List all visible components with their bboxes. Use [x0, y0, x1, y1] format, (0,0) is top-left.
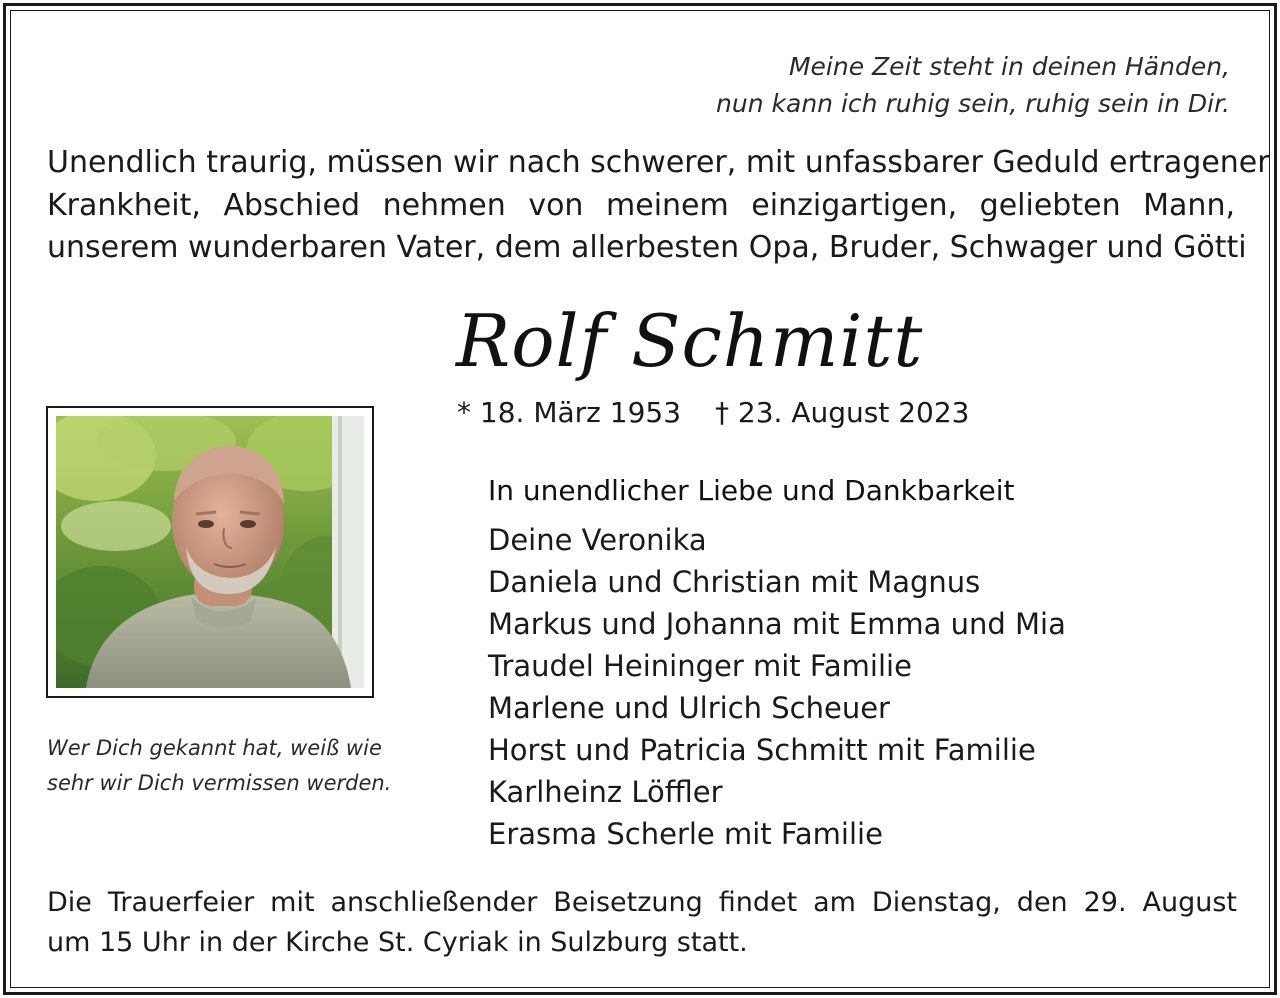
death-date: † 23. August 2023	[715, 396, 970, 429]
family-heading: In unendlicher Liebe und Dankbarkeit	[488, 474, 1015, 507]
photo-caption	[47, 731, 391, 801]
family-member: Horst und Patricia Schmitt mit Familie	[488, 733, 1036, 767]
family-member: Markus und Johanna mit Emma und Mia	[488, 607, 1066, 641]
caption-line: Wer Dich gekannt hat, weiß wie	[47, 736, 382, 760]
family-member: Traudel Heininger mit Familie	[488, 649, 912, 683]
portrait-image	[56, 416, 364, 688]
service-info	[47, 883, 1237, 963]
intro-line: Unendlich traurig, müssen wir nach schwerer, mit unfassbarer Geduld ertragener	[47, 145, 1270, 180]
intro-line: unserem wunderbaren Vater, dem allerbesten Opa, Bruder, Schwager und Götti	[47, 230, 1247, 265]
birth-date: * 18. März 1953	[457, 396, 682, 429]
family-list	[488, 519, 1066, 855]
family-member: Daniela und Christian mit Magnus	[488, 565, 981, 599]
intro-line: Krankheit, Abschied nehmen von meinem einzigartigen, geliebten Mann,	[47, 187, 1235, 223]
family-member: Karlheinz Löffler	[488, 775, 723, 809]
life-dates	[457, 393, 970, 433]
motto-line: Meine Zeit steht in deinen Händen,	[788, 52, 1230, 81]
caption-line: sehr wir Dich vermissen werden.	[47, 771, 392, 795]
motto-verse	[716, 48, 1230, 122]
family-member: Marlene und Ulrich Scheuer	[488, 691, 890, 725]
family-member: Erasma Scherle mit Familie	[488, 817, 883, 851]
portrait-frame	[46, 406, 374, 698]
motto-line: nun kann ich ruhig sein, ruhig sein in Dir.	[716, 89, 1230, 118]
portrait-photo	[56, 416, 364, 688]
family-member: Deine Veronika	[488, 523, 707, 557]
deceased-name: Rolf Schmitt	[456, 299, 924, 383]
service-line: Die Trauerfeier mit anschließender Beisetzung findet am Dienstag, den 29. August	[47, 887, 1237, 918]
intro-text	[47, 142, 1270, 270]
service-line: um 15 Uhr in der Kirche St. Cyriak in Sulzburg statt.	[47, 927, 748, 958]
